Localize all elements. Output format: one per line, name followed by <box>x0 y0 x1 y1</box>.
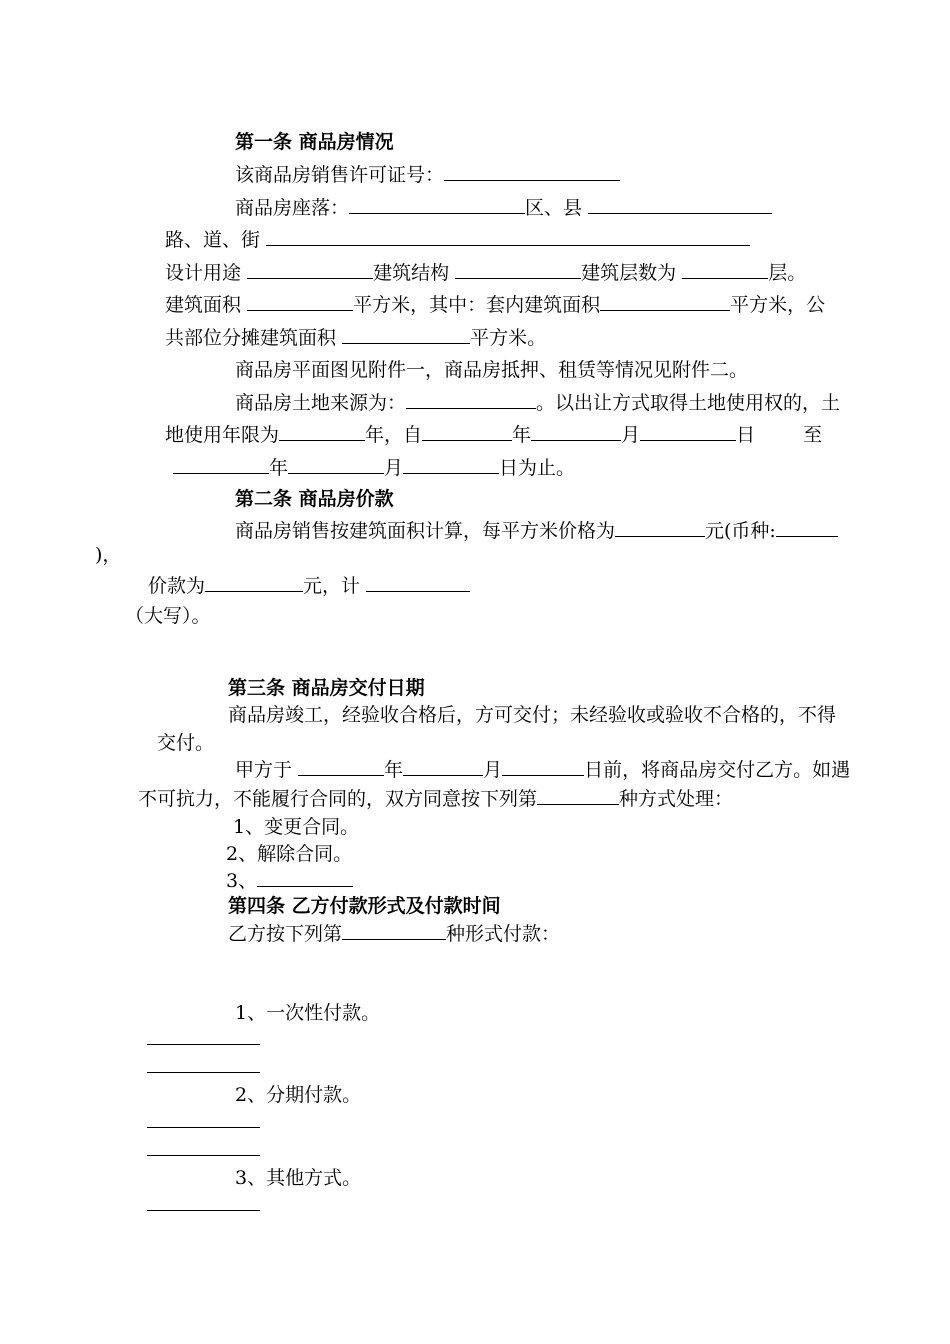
start-month-blank[interactable] <box>531 423 621 441</box>
currency-blank[interactable] <box>776 519 838 537</box>
end-year-blank[interactable] <box>173 456 269 474</box>
option-2: 2、解除合同。 <box>226 843 353 865</box>
payment-method-1: 1、一次性付款。 <box>235 1002 381 1024</box>
shared-area-line: 共部位分摊建筑面积 平方米。 <box>165 327 547 349</box>
method-3-blank[interactable] <box>147 1210 260 1211</box>
permit-line: 该商品房销售许可证号： <box>235 163 620 187</box>
land-source-blank[interactable] <box>406 391 536 409</box>
delivery-month-blank[interactable] <box>403 758 483 776</box>
force-option-blank[interactable] <box>537 787 619 805</box>
daxie-text: （大写）。 <box>125 605 211 627</box>
delivery-year-blank[interactable] <box>298 758 384 776</box>
structure-blank[interactable] <box>455 261 581 279</box>
land-line: 商品房土地来源为： 。以出让方式取得土地使用权的，土 <box>235 392 841 414</box>
road-line: 路、道、街 <box>165 228 750 252</box>
usage-blank[interactable] <box>247 261 373 279</box>
location-blank[interactable] <box>349 196 525 214</box>
road-blank[interactable] <box>266 228 750 246</box>
total-line: 价款为 元，计 <box>148 574 470 598</box>
area-line: 建筑面积 平方米，其中：套内建筑面积 平方米，公 <box>165 294 826 316</box>
delivery-line: 甲方于 年 月 日前，将商品房交付乙方。如遇 <box>235 759 851 781</box>
method-1-blank-a[interactable] <box>147 1044 260 1045</box>
usage-line: 设计用途 建筑结构 建筑层数为 层。 <box>165 262 807 284</box>
price-close: )， <box>95 544 122 566</box>
district-blank[interactable] <box>588 196 772 214</box>
total-blank[interactable] <box>205 574 303 592</box>
shared-area-blank[interactable] <box>342 326 470 344</box>
land-years-line: 地使用年限为 年，自 年 月 日 至 <box>165 424 823 446</box>
article-3-title: 第三条 商品房交付日期 <box>228 677 425 699</box>
option-3: 3、 <box>226 869 353 893</box>
land-years-blank[interactable] <box>279 423 365 441</box>
price-line: 商品房销售按建筑面积计算，每平方米价格为 元(币种: <box>235 519 838 543</box>
method-2-blank-a[interactable] <box>147 1127 260 1128</box>
payment-intro: 乙方按下列第 种形式付款： <box>228 923 561 945</box>
area-blank[interactable] <box>247 293 353 311</box>
acceptance-text-end: 交付。 <box>157 732 215 754</box>
land-end-line: 年 月 日为止。 <box>173 456 575 480</box>
option-1: 1、变更合同。 <box>233 816 360 838</box>
location-line: 商品房座落： 区、县 <box>235 196 772 220</box>
payment-method-2: 2、分期付款。 <box>235 1084 362 1106</box>
end-day-blank[interactable] <box>403 456 499 474</box>
method-2-blank-b[interactable] <box>147 1155 260 1156</box>
method-1-blank-b[interactable] <box>147 1072 260 1073</box>
acceptance-text: 商品房竣工，经验收合格后，方可交付；未经验收或验收不合格的，不得 <box>228 704 837 726</box>
delivery-day-blank[interactable] <box>502 758 584 776</box>
article-2-title: 第二条 商品房价款 <box>235 488 394 510</box>
permit-blank[interactable] <box>444 163 620 181</box>
end-month-blank[interactable] <box>288 456 384 474</box>
floors-blank[interactable] <box>682 261 768 279</box>
start-year-blank[interactable] <box>422 423 512 441</box>
article-1-title: 第一条 商品房情况 <box>235 131 394 153</box>
inner-area-blank[interactable] <box>600 293 730 311</box>
option-3-blank[interactable] <box>257 869 353 887</box>
force-majeure-line: 不可抗力，不能履行合同的，双方同意按下列第 种方式处理： <box>138 788 734 810</box>
unit-price-blank[interactable] <box>615 519 705 537</box>
start-day-blank[interactable] <box>640 423 736 441</box>
total-words-blank[interactable] <box>366 574 470 592</box>
payment-method-blank[interactable] <box>342 922 446 940</box>
payment-method-3: 3、其他方式。 <box>235 1167 362 1189</box>
annex-text: 商品房平面图见附件一，商品房抵押、租赁等情况见附件二。 <box>235 359 749 381</box>
article-4-title: 第四条 乙方付款形式及付款时间 <box>228 895 501 917</box>
